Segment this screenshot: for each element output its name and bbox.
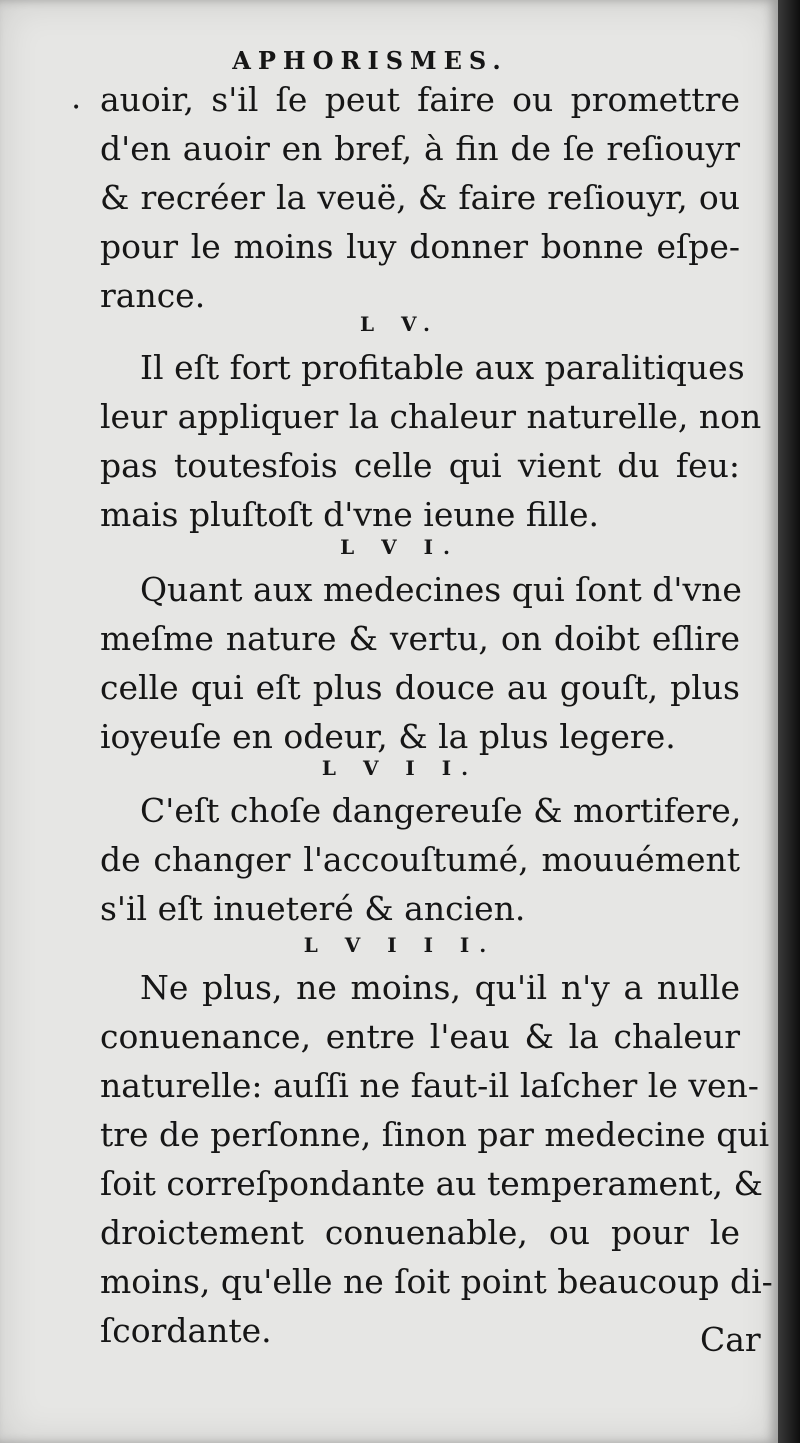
text-line: moins, qu'elle ne ſoit point beaucoup di-	[100, 1262, 773, 1301]
ink-mark-icon: •	[72, 100, 81, 116]
text-line: leur appliquer la chaleur naturelle, non	[100, 397, 762, 436]
text-line: rance.	[100, 276, 206, 315]
text-line: naturelle: auſſi ne faut-il laſcher le ven-	[100, 1066, 759, 1105]
text-line: meſme nature & vertu, on doibt eſlire	[100, 619, 740, 658]
text-line: ſoit correſpondante au temperament, &	[100, 1164, 763, 1203]
text-line: droictement conuenable, ou pour le	[100, 1213, 740, 1252]
catchword: Car	[700, 1320, 761, 1359]
aphorism-numeral: L V I.	[340, 535, 460, 559]
aphorism-text	[100, 963, 773, 1355]
text-line: s'il eſt inueteré & ancien.	[100, 889, 526, 928]
intro-paragraph	[100, 75, 740, 320]
text-line: Quant aux medecines qui ſont d'vne	[140, 570, 742, 609]
text-line: ſcordante.	[100, 1311, 272, 1350]
text-line: & recréer la veuë, & faire reſiouyr, ou	[100, 178, 740, 217]
aphorism-numeral: L V.	[359, 312, 440, 336]
aphorism-text	[100, 565, 740, 761]
text-line: Ne plus, ne moins, qu'il n'y a nulle	[140, 968, 740, 1007]
text-line: pour le moins luy donner bonne eſpe-	[100, 227, 740, 266]
aphorism-numeral: L V I I I.	[303, 933, 497, 957]
text-line: auoir, s'il ſe peut faire ou promettre	[100, 80, 740, 119]
text-line: pas toutesfois celle qui vient du feu:	[100, 446, 740, 485]
text-line: conuenance, entre l'eau & la chaleur	[100, 1017, 740, 1056]
text-line: mais pluſtoſt d'vne ieune fille.	[100, 495, 600, 534]
text-line: C'eſt choſe dangereuſe & mortifere,	[140, 791, 742, 830]
running-header: APHORISMES.	[232, 46, 508, 75]
text-line: ioyeuſe en odeur, & la plus legere.	[100, 717, 676, 756]
text-line: d'en auoir en bref, à fin de ſe reſiouyr	[100, 129, 740, 168]
text-line: celle qui eſt plus douce au gouſt, plus	[100, 668, 740, 707]
text-line: Il eſt fort profitable aux paralitiques	[140, 348, 745, 387]
page-edge-shadow	[778, 0, 800, 1443]
text-line: de changer l'accouſtumé, mouuément	[100, 840, 740, 879]
aphorism-text	[100, 343, 762, 539]
aphorism-text	[100, 786, 740, 933]
text-line: tre de perſonne, ſinon par medecine qui	[100, 1115, 770, 1154]
aphorism-numeral: L V I I.	[321, 756, 479, 780]
